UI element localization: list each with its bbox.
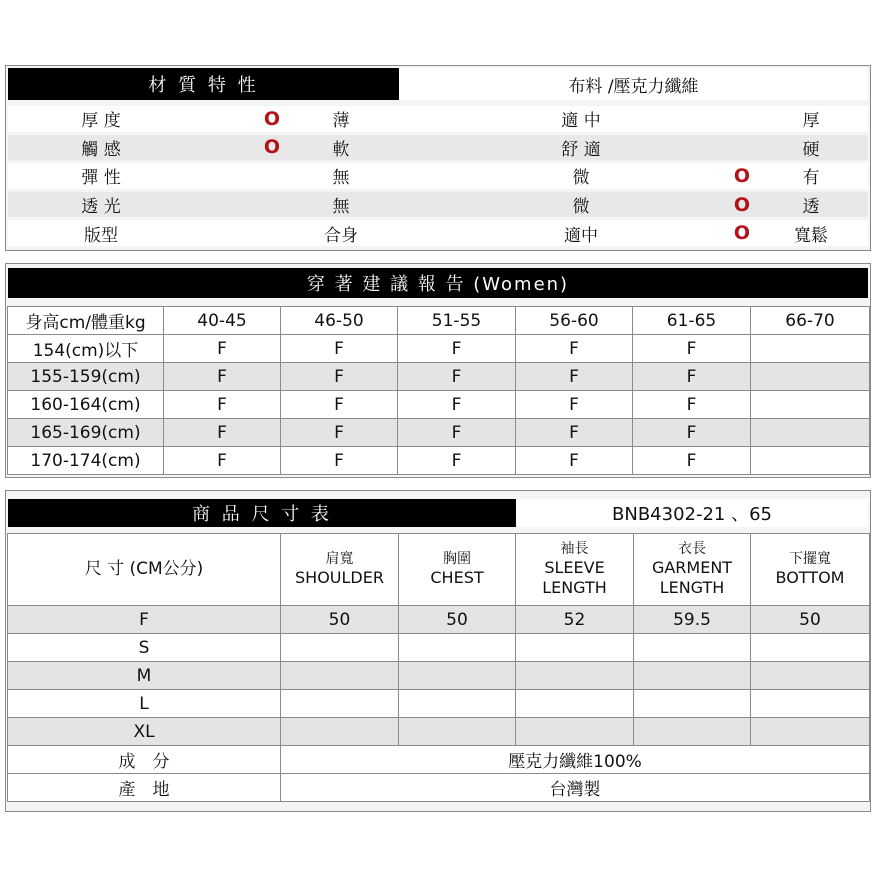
material-panel (5, 65, 871, 251)
selected-mark: O (263, 107, 281, 130)
origin-label: 產 地 (8, 774, 281, 802)
material-high-value: 透 (802, 197, 820, 218)
size-row (8, 690, 870, 718)
size-measurement (281, 662, 399, 690)
size-measurement (751, 690, 870, 718)
wear-fit-cell: F (633, 447, 751, 475)
column-name-en: CHEST (430, 568, 484, 588)
composition-value: 壓克力纖維100% (281, 746, 870, 774)
wear-fit-cell: F (398, 335, 516, 363)
size-measurement (516, 690, 634, 718)
material-high-value: 寬鬆 (794, 225, 828, 246)
size-measurement: 50 (751, 606, 870, 634)
size-label: XL (8, 718, 281, 746)
wear-fit-cell: F (281, 391, 398, 419)
wear-fit-cell (751, 447, 870, 475)
size-measurement (634, 690, 751, 718)
material-label: 厚 度 (81, 111, 121, 132)
size-measurement: 52 (516, 606, 634, 634)
size-measurement (751, 662, 870, 690)
wear-height-label: 170-174(cm) (8, 447, 164, 475)
material-row (8, 106, 868, 132)
material-mid-value: 微 (572, 197, 590, 218)
size-row (8, 634, 870, 662)
size-measurement (516, 662, 634, 690)
wear-fit-cell (751, 335, 870, 363)
wear-row (8, 391, 870, 419)
size-header-row (8, 534, 870, 606)
selected-mark: O (733, 164, 751, 187)
material-row (8, 135, 868, 161)
wear-fit-cell: F (164, 419, 281, 447)
size-row (8, 606, 870, 634)
wear-fit-cell: F (633, 391, 751, 419)
size-measurement (399, 690, 516, 718)
size-measurement (634, 634, 751, 662)
size-table (7, 533, 870, 802)
wear-fit-cell: F (516, 363, 633, 391)
wear-fit-cell: F (633, 419, 751, 447)
origin-row (8, 774, 870, 802)
wear-fit-cell: F (164, 363, 281, 391)
wear-fit-cell (751, 419, 870, 447)
size-measurement (399, 634, 516, 662)
column-name-en: SLEEVE (544, 558, 605, 578)
size-row (8, 718, 870, 746)
material-mid-value: 舒 適 (561, 139, 601, 160)
size-label: F (8, 606, 281, 634)
wear-row (8, 419, 870, 447)
size-header-label: 尺 寸 (CM公分) (8, 534, 281, 606)
selected-mark: O (733, 222, 751, 245)
material-mid-value: 適中 (564, 225, 598, 246)
size-label: S (8, 634, 281, 662)
material-low-value: 軟 (332, 139, 350, 160)
size-measurement (399, 662, 516, 690)
wear-table (7, 306, 870, 475)
column-name-zh: 下擺寬 (789, 550, 831, 567)
composition-label: 成 分 (8, 746, 281, 774)
wear-fit-cell (751, 391, 870, 419)
size-measurement (751, 634, 870, 662)
wear-height-label: 165-169(cm) (8, 419, 164, 447)
wear-header-row (8, 307, 870, 335)
material-label: 透 光 (81, 197, 121, 218)
column-name-en: GARMENT (651, 558, 733, 578)
wear-fit-cell: F (398, 447, 516, 475)
material-high-value: 有 (802, 168, 820, 189)
size-label: L (8, 690, 281, 718)
wear-height-label: 160-164(cm) (8, 391, 164, 419)
column-name-zh: 袖長 (560, 540, 589, 557)
size-measurement (634, 718, 751, 746)
wear-fit-cell: F (398, 363, 516, 391)
column-name-zh: 肩寬 (325, 550, 354, 567)
size-product-code: BNB4302-21 、65 (516, 499, 868, 527)
size-measurement (751, 718, 870, 746)
material-fabric: 布料 /壓克力纖維 (399, 68, 868, 100)
size-label: M (8, 662, 281, 690)
origin-value: 台灣製 (281, 774, 870, 802)
wear-header-weight-range: 66-70 (751, 307, 870, 335)
selected-mark: O (733, 193, 751, 216)
composition-row (8, 746, 870, 774)
wear-header-weight-range: 46-50 (281, 307, 398, 335)
column-name-en: LENGTH (659, 578, 725, 598)
wear-fit-cell: F (516, 335, 633, 363)
wear-fit-cell: F (516, 419, 633, 447)
column-name-en: LENGTH (542, 578, 607, 598)
wear-title: 穿 著 建 議 報 告 (Women) (8, 268, 868, 298)
material-low-value: 無 (332, 168, 350, 189)
material-label: 彈 性 (81, 168, 121, 189)
size-measurement: 50 (399, 606, 516, 634)
wear-header-weight-range: 61-65 (633, 307, 751, 335)
wear-fit-cell: F (281, 335, 398, 363)
wear-fit-cell: F (516, 447, 633, 475)
wear-header-weight-range: 56-60 (516, 307, 633, 335)
wear-fit-cell: F (398, 391, 516, 419)
material-label: 觸 感 (81, 139, 121, 160)
size-panel (5, 490, 871, 812)
column-name-zh: 胸圍 (443, 550, 471, 567)
size-column-header (516, 534, 634, 606)
size-measurement (634, 662, 751, 690)
size-column-header (751, 534, 870, 606)
size-measurement (281, 634, 399, 662)
wear-fit-cell: F (281, 447, 398, 475)
wear-fit-cell: F (398, 419, 516, 447)
wear-row (8, 447, 870, 475)
material-high-value: 厚 (802, 111, 820, 132)
column-name-zh: 衣長 (678, 540, 706, 557)
wear-row (8, 335, 870, 363)
size-row (8, 662, 870, 690)
size-column-header (281, 534, 399, 606)
wear-fit-cell: F (281, 419, 398, 447)
wear-header-weight-range: 51-55 (398, 307, 516, 335)
wear-fit-cell: F (633, 363, 751, 391)
column-name-en: BOTTOM (775, 568, 845, 588)
wear-fit-cell: F (281, 363, 398, 391)
wear-panel (5, 263, 871, 478)
wear-fit-cell: F (633, 335, 751, 363)
size-measurement: 50 (281, 606, 399, 634)
selected-mark: O (263, 136, 281, 159)
wear-height-label: 154(cm)以下 (8, 335, 164, 363)
material-high-value: 硬 (802, 139, 820, 160)
size-measurement (281, 718, 399, 746)
material-low-value: 薄 (332, 111, 350, 132)
material-low-value: 無 (332, 197, 350, 218)
wear-fit-cell: F (164, 447, 281, 475)
material-title: 材 質 特 性 (8, 68, 399, 100)
size-column-header (634, 534, 751, 606)
wear-row (8, 363, 870, 391)
material-mid-value: 微 (572, 168, 590, 189)
wear-fit-cell: F (164, 335, 281, 363)
wear-fit-cell: F (164, 391, 281, 419)
wear-fit-cell (751, 363, 870, 391)
size-measurement (399, 718, 516, 746)
size-column-header (399, 534, 516, 606)
wear-header-height-weight: 身高cm/體重kg (8, 307, 164, 335)
material-label: 版型 (84, 225, 118, 246)
wear-height-label: 155-159(cm) (8, 363, 164, 391)
wear-header-weight-range: 40-45 (164, 307, 281, 335)
material-mid-value: 適 中 (561, 111, 601, 132)
size-measurement (281, 690, 399, 718)
size-title: 商 品 尺 寸 表 (8, 499, 516, 527)
size-measurement (516, 634, 634, 662)
size-measurement (516, 718, 634, 746)
wear-fit-cell: F (516, 391, 633, 419)
material-low-value: 合身 (324, 225, 358, 246)
column-name-en: SHOULDER (295, 568, 384, 588)
size-measurement: 59.5 (634, 606, 751, 634)
